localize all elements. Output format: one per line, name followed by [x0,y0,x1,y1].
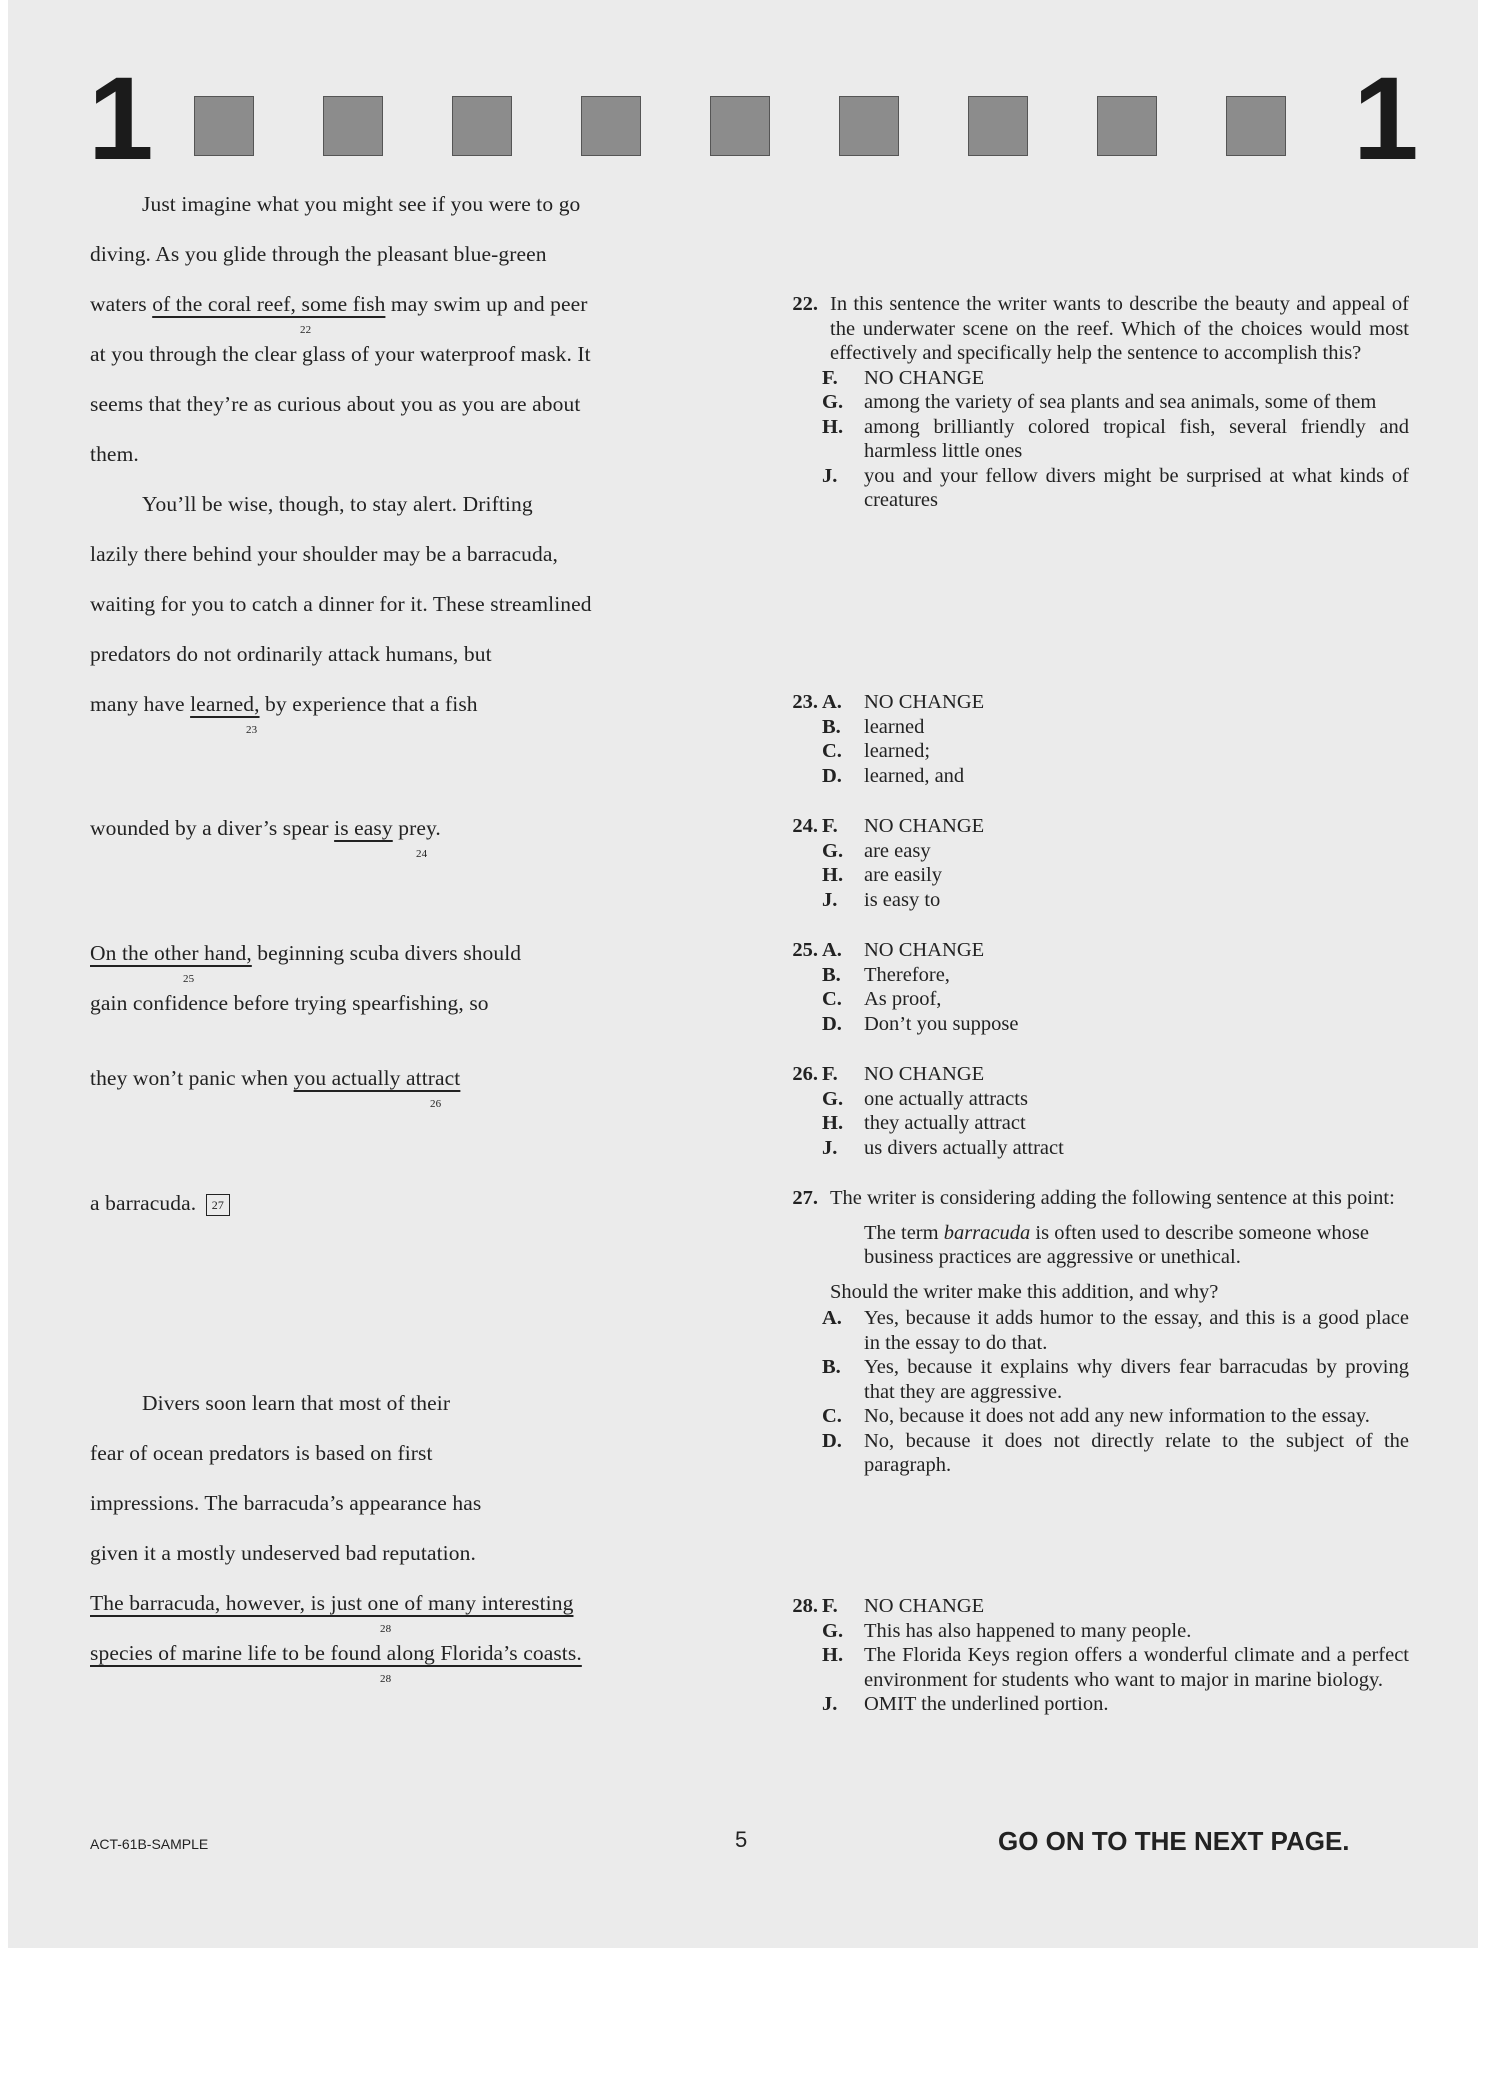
passage-text: by experience that a fish [259,692,478,716]
option-label: G. [822,839,844,862]
question-22 [774,292,1409,513]
underlined-portion-28: The barracuda, however, is just one of many interesting [90,1591,574,1615]
question-number: 23. [792,691,818,713]
underlined-portion-23: learned, [190,692,260,716]
form-code: ACT-61B-SAMPLE [90,1836,209,1852]
option-label: G. [822,1619,844,1642]
option-text: NO CHANGE [864,1063,985,1085]
answer-option[interactable] [774,1062,1409,1087]
question-25 [774,938,1409,1036]
passage-line: at you through the clear glass of your waterproof mask. It [90,342,591,366]
question-marker-22: 22 [300,324,312,336]
option-text: NO CHANGE [864,815,985,837]
answer-option[interactable] [774,1306,1409,1355]
passage-text: they won’t panic when [90,1066,294,1090]
next-page-instruction: GO ON TO THE NEXT PAGE. [998,1826,1350,1856]
question-marker-25: 25 [183,973,195,985]
option-text: learned [864,715,925,738]
header-square [710,96,770,156]
option-label: F. [822,815,838,837]
header-square [1226,96,1286,156]
question-26 [774,1062,1409,1160]
passage-text: may swim up and peer [385,292,588,316]
option-text: This has also happened to many people. [864,1619,1192,1642]
passage-text: beginning scuba divers should [251,941,522,965]
option-label: B. [822,715,841,738]
option-text: learned, and [864,764,965,787]
option-label: J. [822,1136,838,1159]
option-label: H. [822,864,844,886]
question-28 [774,1594,1409,1717]
option-label: A. [822,1307,842,1329]
answer-option[interactable] [774,987,1409,1012]
question-number: 26. [792,1063,818,1085]
answer-option[interactable] [774,963,1409,988]
question-number: 25. [792,939,818,961]
passage-line [90,1639,582,1667]
option-label: D. [822,764,842,787]
passage-text: prey. [392,816,441,840]
answer-option[interactable] [774,814,1409,839]
option-text: NO CHANGE [864,366,985,389]
option-label: F. [822,1063,838,1085]
answer-option[interactable] [774,390,1409,415]
proposed-sentence [864,1221,1409,1270]
passage-text: many have [90,692,191,716]
question-box-27: 27 [206,1194,230,1216]
passage-text: a barracuda. [90,1191,197,1215]
question-24 [774,814,1409,912]
option-text: As proof, [864,988,942,1010]
question-23 [774,690,1409,788]
passage-line [90,290,588,318]
passage-line: Just imagine what you might see if you were to go [142,192,581,216]
option-text: Therefore, [864,963,950,986]
question-number: 22. [792,293,818,315]
header-square [194,96,254,156]
option-label: F. [822,1595,838,1617]
answer-option[interactable] [774,1692,1409,1717]
option-text: they actually attract [864,1112,1026,1134]
proposed-text-italic: barracuda [943,1221,1031,1244]
passage-line: seems that they’re as curious about you as you are about [90,392,581,416]
option-text: No, because it does not directly relate to the subject of the paragraph. [864,1429,1409,1476]
option-text: NO CHANGE [864,939,985,961]
answer-option[interactable] [774,863,1409,888]
passage-line [90,1064,460,1092]
passage-line: lazily there behind your shoulder may be a barracuda, [90,542,558,566]
option-text: NO CHANGE [864,691,985,713]
question-marker-28: 28 [380,1623,392,1635]
question-prompt: Should the writer make this addition, and why? [830,1280,1219,1303]
option-label: A. [822,939,842,961]
answer-option[interactable] [774,1355,1409,1404]
passage-line: diving. As you glide through the pleasant blue-green [90,242,547,266]
passage-text: waters [90,292,153,316]
option-text: NO CHANGE [864,1595,985,1617]
question-text: The writer is considering adding the following sentence at this point: [830,1187,1395,1209]
option-text: are easily [864,864,942,886]
option-label: A. [822,691,842,713]
passage-line: fear of ocean predators is based on first [90,1441,433,1465]
option-text: The Florida Keys region offers a wonderful climate and a perfect environment for students who want to major in marine biology. [864,1644,1409,1691]
answer-option[interactable] [774,715,1409,740]
proposed-text: The term [864,1221,944,1244]
proposed-text: is often used to describe someone whose business practices are aggressive or unethical. [864,1221,1370,1268]
question-number: 27. [792,1187,818,1209]
passage-line: waiting for you to catch a dinner for it. These streamlined [90,592,592,616]
option-text: OMIT the underlined portion. [864,1693,1109,1715]
passage-line: given it a mostly undeserved bad reputation. [90,1541,476,1565]
option-label: D. [822,1429,842,1452]
option-text: Don’t you suppose [864,1012,1019,1035]
header-square [323,96,383,156]
option-text: No, because it does not add any new information to the essay. [864,1405,1370,1427]
option-label: F. [822,366,838,389]
answer-option[interactable] [774,888,1409,913]
header-square [968,96,1028,156]
passage-line: impressions. The barracuda’s appearance has [90,1491,482,1515]
answer-option[interactable] [774,1136,1409,1161]
answer-option[interactable] [774,764,1409,789]
answer-option[interactable] [774,1087,1409,1112]
answer-option[interactable] [774,1111,1409,1136]
passage-line: them. [90,442,139,466]
option-text: among the variety of sea plants and sea animals, some of them [864,391,1377,413]
option-label: J. [822,464,838,487]
header-square [452,96,512,156]
answer-option[interactable] [774,1429,1409,1478]
option-label: H. [822,1112,844,1134]
passage-line: gain confidence before trying spearfishing, so [90,991,489,1015]
option-label: B. [822,963,841,986]
answer-option[interactable] [774,415,1409,464]
option-label: D. [822,1012,842,1035]
option-label: C. [822,1405,842,1427]
underlined-portion-28: species of marine life to be found along Florida’s coasts. [90,1641,582,1665]
question-stem [774,1186,1409,1211]
question-marker-23: 23 [246,724,258,736]
question-number: 28. [792,1595,818,1617]
option-label: G. [822,391,844,413]
answer-option[interactable] [774,1643,1409,1692]
underlined-portion-22: of the coral reef, some fish [152,292,386,316]
header-square [581,96,641,156]
question-stem [774,292,1409,366]
option-text: Yes, because it adds humor to the essay, and this is a good place in the essay to do that. [864,1307,1409,1354]
passage-line [90,1189,230,1217]
answer-option[interactable] [774,839,1409,864]
option-text: you and your fellow divers might be surprised at what kinds of creatures [864,464,1409,511]
answer-option[interactable] [774,1404,1409,1429]
option-text: us divers actually attract [864,1136,1064,1159]
passage-text: wounded by a diver’s spear [90,816,335,840]
option-text: among brilliantly colored tropical fish, several friendly and harmless little ones [864,415,1409,462]
passage-line [90,1589,573,1617]
option-label: H. [822,415,844,438]
option-text: one actually attracts [864,1087,1028,1110]
page-number: 5 [735,1827,748,1852]
option-label: C. [822,740,842,762]
question-text: In this sentence the writer wants to describe the beauty and appeal of the underwater scene on the reef. Which of the choices would most effectively and specifically help the sentence to accomplish this? [830,293,1409,364]
section-number-right: 1 [1353,53,1419,185]
passage-line: You’ll be wise, though, to stay alert. Drifting [142,492,533,516]
option-label: J. [822,888,838,911]
answer-option[interactable] [774,1012,1409,1037]
option-label: H. [822,1644,844,1666]
header-square [1097,96,1157,156]
header-square [839,96,899,156]
answer-option[interactable] [774,1619,1409,1644]
section-number-left: 1 [88,53,154,185]
passage-line [90,690,478,718]
question-marker-28: 28 [380,1673,392,1685]
answer-option[interactable] [774,938,1409,963]
answer-option[interactable] [774,690,1409,715]
question-27 [774,1186,1409,1478]
option-label: B. [822,1356,841,1378]
option-label: G. [822,1087,844,1110]
underlined-portion-26: you actually attract [293,1066,461,1090]
answer-option[interactable] [774,1594,1409,1619]
option-label: C. [822,988,842,1010]
answer-option[interactable] [774,739,1409,764]
question-marker-24: 24 [416,848,428,860]
underlined-portion-25: On the other hand, [90,941,252,965]
option-text: are easy [864,839,931,862]
underlined-portion-24: is easy [334,816,393,840]
passage-line: Divers soon learn that most of their [142,1391,451,1415]
question-marker-26: 26 [430,1098,442,1110]
test-page [8,0,1478,1948]
option-text: Yes, because it explains why divers fear barracudas by proving that they are aggressive. [864,1356,1409,1403]
passage-line [90,814,441,842]
answer-option[interactable] [774,464,1409,513]
answer-option[interactable] [774,366,1409,391]
option-text: is easy to [864,888,941,911]
passage-line [90,939,521,967]
passage-line: predators do not ordinarily attack humans, but [90,642,492,666]
option-text: learned; [864,740,931,762]
option-label: J. [822,1693,838,1715]
question-number: 24. [792,815,818,837]
